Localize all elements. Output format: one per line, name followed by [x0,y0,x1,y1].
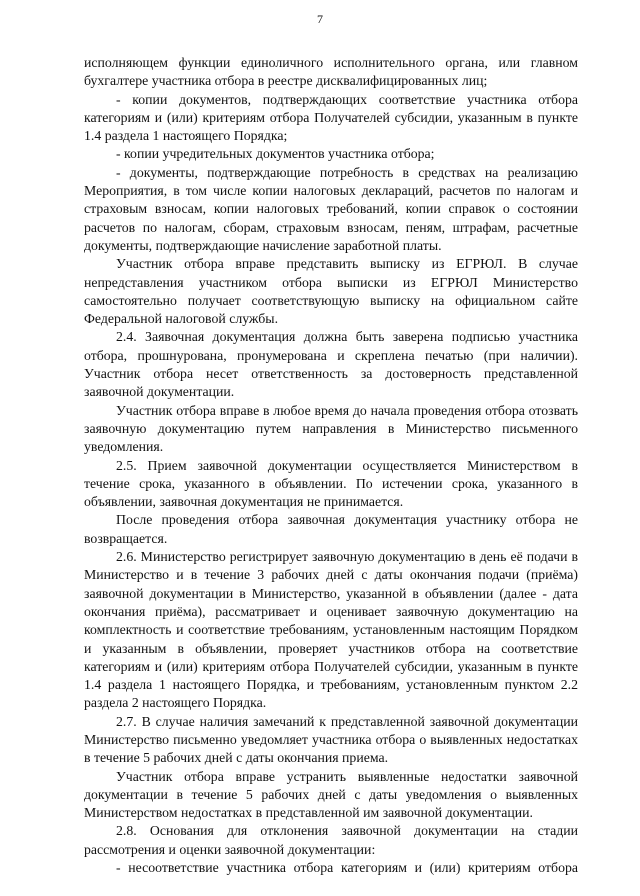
paragraph-2: - копии документов, подтверждающих соответствие участника отбора категориям и (или) критериям отбора Получателей субсидии, указанным в пункте 1.4 раздела 1 настоящего Порядка; [84,91,578,144]
paragraph-14: - несоответствие участника отбора категориям и (или) критериям отбора [116,860,578,876]
paragraph-12: Участник отбора вправе устранить выявленные недостатки заявочной документации в течение 5 рабочих дней с даты уведомления о выявленных Министерством недостатках в представленной им заявочной документации. [84,768,578,821]
paragraph-11: 2.7. В случае наличия замечаний к представленной заявочной документации Министерство письменно уведомляет участника отбора о выявленных недостатках в течение 5 рабочих дней с даты окончания приема. [84,713,578,766]
paragraph-10: 2.6. Министерство регистрирует заявочную документацию в день её подачи в Министерство и в течение 3 рабочих дней с даты окончания подачи (приёма) заявочной документации в Министерство, указанной в объявлении (далее - дата окончания приёма), рассматривает и оценивает заявочную документацию на комплектность и соответствие требованиям, установленным настоящим Порядком и указанным в объявлении, проверяет участников отбора на соответствие категориям и (или) критериям отбора Получателей субсидии, указанным в пункте 1.4 раздела 1 настоящего Порядка, и требованиям, установленным пунктом 2.2 раздела 2 настоящего Порядка. [84,549,578,711]
paragraph-8: 2.5. Прием заявочной документации осуществляется Министерством в течение срока, указанного в объявлении. По истечении срока, указанного в объявлении, заявочная документация не принимается. [84,457,578,510]
paragraph-3: - копии учредительных документов участника отбора; [116,146,435,162]
paragraph-1: исполняющем функции единоличного исполнительного органа, или главном бухгалтере участника отбора в реестре дисквалифицированных лиц; [84,55,578,89]
paragraph-13: 2.8. Основания для отклонения заявочной документации на стадии рассмотрения и оценки заявочной документации: [84,823,578,857]
paragraph-9: После проведения отбора заявочная документация участнику отбора не возвращается. [84,512,578,546]
paragraph-7: Участник отбора вправе в любое время до начала проведения отбора отозвать заявочную документацию путем направления в Министерство письменного уведомления. [84,402,578,455]
paragraph-5: Участник отбора вправе представить выписку из ЕГРЮЛ. В случае непредставления участником отбора выписки из ЕГРЮЛ Министерство самостоятельно получает соответствующую выписку на официальном сайте Федеральной налоговой службы. [84,256,578,327]
paragraph-4: - документы, подтверждающие потребность в средствах на реализацию Мероприятия, в том числе копии налоговых деклараций, расчетов по налогам и страховым взносам, копии налоговых требований, копии справок о состоянии расчетов по налогам, сборам, страховым взносам, пеням, штрафам, расчетные документы, подтверждающие начисление заработной платы. [84,164,578,253]
document-body [84,54,578,877]
page-number: 7 [317,12,323,26]
paragraph-6: 2.4. Заявочная документация должна быть заверена подписью участника отбора, прошнурована, пронумерована и скреплена печатью (при наличии). Участник отбора несет ответственность за достоверность представленной заявочной документации. [84,329,578,400]
